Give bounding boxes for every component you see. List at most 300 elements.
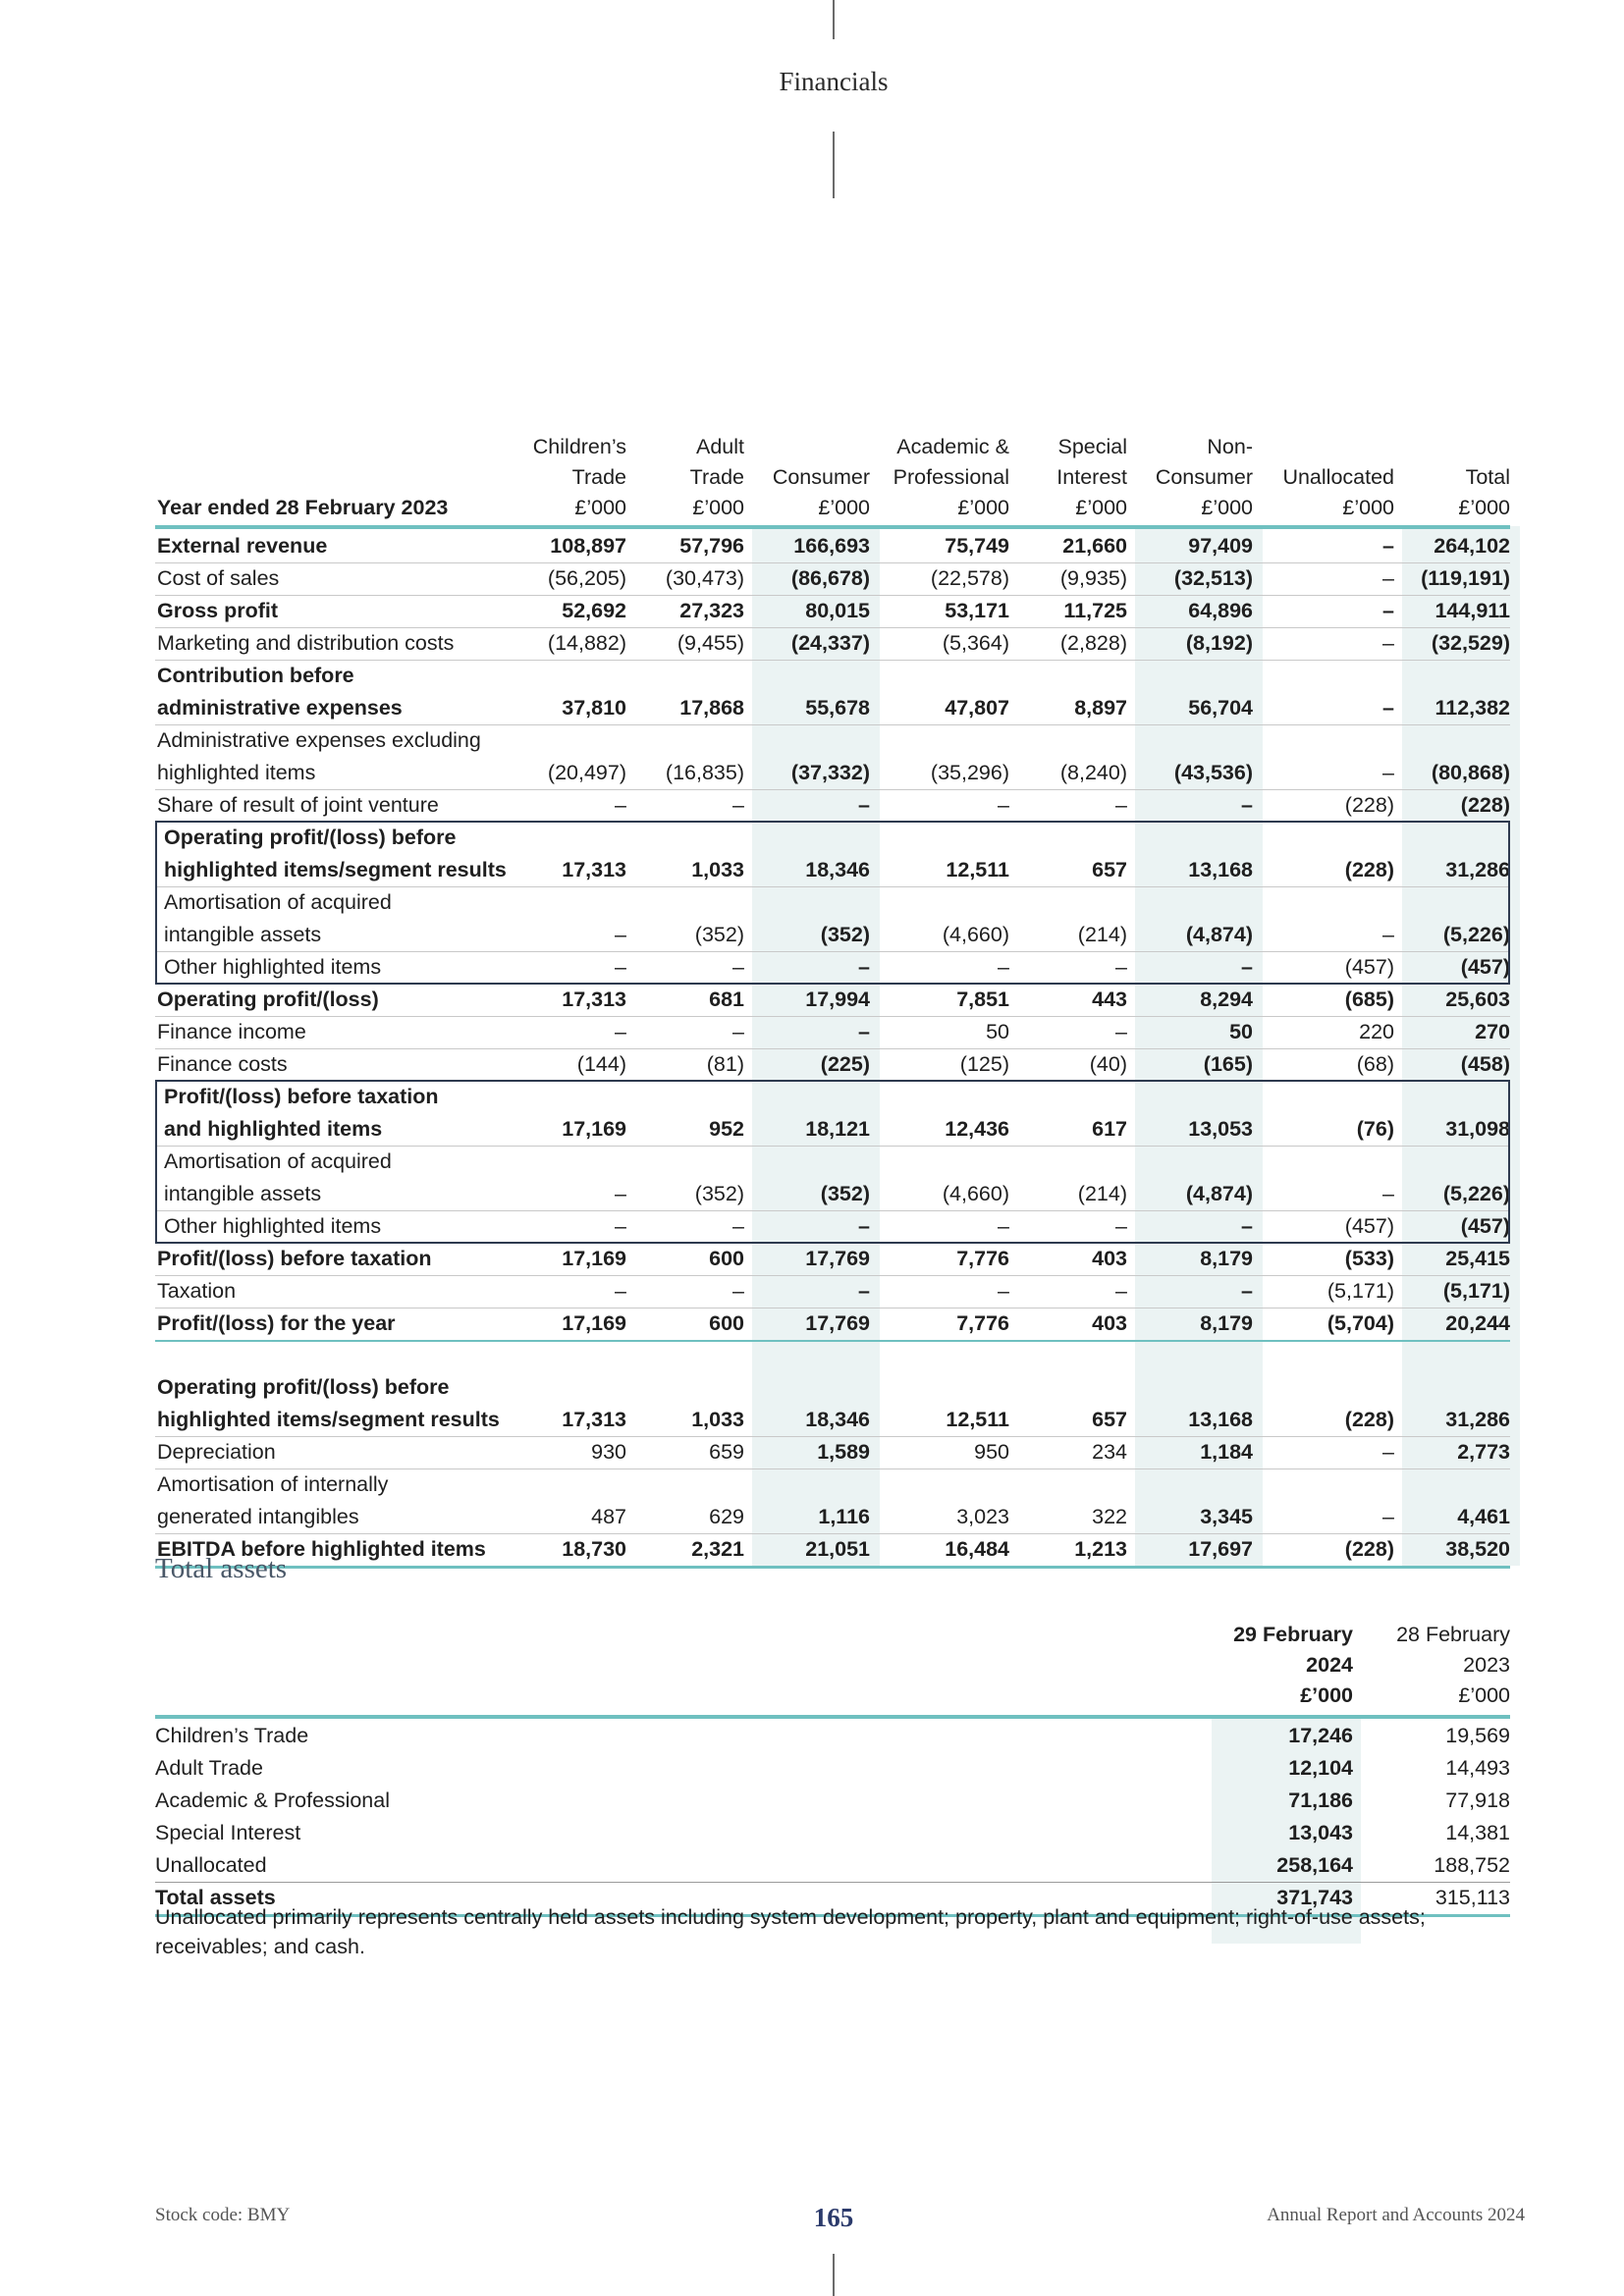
cell-value: 270: [1475, 1020, 1510, 1043]
cell-value: (20,497): [547, 761, 626, 784]
cell-value: –: [1382, 1505, 1394, 1528]
cell-value: (35,296): [930, 761, 1009, 784]
cell-value: 3,345: [1200, 1505, 1253, 1528]
row-label: Profit/(loss) before taxation: [164, 1085, 439, 1108]
cell-value: 1,033: [691, 1408, 744, 1431]
cell-value: –: [1115, 793, 1127, 817]
cell-value: (225): [820, 1052, 870, 1076]
table-row: [155, 627, 1510, 660]
table-row: [155, 530, 1510, 562]
column-header: [533, 432, 626, 523]
cell-value: 13,168: [1188, 1408, 1253, 1431]
cell-value: 3,023: [956, 1505, 1009, 1528]
cell-value: 144,911: [1435, 599, 1510, 622]
table-bottom-rule: [155, 1340, 1510, 1342]
column-header-line: Consumer: [772, 465, 870, 489]
column-header: [893, 432, 1009, 523]
cell-value: –: [1382, 599, 1394, 622]
cell-value: –: [732, 1020, 744, 1043]
cell-value: (32,529): [1431, 631, 1510, 655]
cell-value: –: [998, 1214, 1009, 1238]
current-value: 371,743: [1276, 1886, 1353, 1909]
table-row: [155, 789, 1510, 822]
cell-value: (228): [1344, 1408, 1394, 1431]
cell-value: 17,697: [1188, 1537, 1253, 1561]
cell-value: –: [732, 955, 744, 979]
total-rule: [155, 1882, 1510, 1883]
row-rule: [155, 627, 1510, 628]
cell-value: (119,191): [1421, 566, 1510, 590]
cell-value: –: [615, 1214, 626, 1238]
column-header-line: Unallocated: [1282, 465, 1394, 489]
cell-value: (37,332): [790, 761, 870, 784]
cell-value: 1,033: [691, 858, 744, 881]
column-header-line: Children’s: [532, 435, 626, 458]
cell-value: 2,773: [1457, 1440, 1510, 1464]
cell-value: 27,323: [679, 599, 744, 622]
column-header: [1056, 432, 1127, 523]
cell-value: (9,935): [1059, 566, 1127, 590]
cell-value: 108,897: [550, 534, 626, 558]
current-value: 258,164: [1276, 1853, 1353, 1877]
column-header: [1282, 462, 1394, 523]
cell-value: (458): [1460, 1052, 1510, 1076]
cell-value: (24,337): [790, 631, 870, 655]
cell-value: 2,321: [691, 1537, 744, 1561]
cell-value: (352): [820, 923, 870, 946]
column-header-line: Consumer: [1155, 465, 1253, 489]
cell-value: 17,169: [562, 1311, 626, 1335]
total-assets-title: Total assets: [155, 1553, 288, 1584]
prior-value: 77,918: [1445, 1789, 1510, 1812]
assets-header-line: 28 February: [1396, 1623, 1510, 1646]
cell-value: (5,171): [1442, 1279, 1510, 1303]
cell-value: (81): [706, 1052, 744, 1076]
row-label: highlighted items/segment results: [164, 858, 507, 881]
cell-value: –: [1382, 566, 1394, 590]
cell-value: (30,473): [665, 566, 744, 590]
row-label: Administrative expenses excluding: [157, 728, 481, 752]
cell-value: –: [1382, 1182, 1394, 1205]
assets-header-line: 29 February: [1233, 1623, 1353, 1646]
cell-value: (5,226): [1442, 1182, 1510, 1205]
year-label: Year ended 28 February 2023: [157, 496, 449, 519]
stock-code: Stock code: BMY: [155, 2205, 291, 2225]
cell-value: (22,578): [930, 566, 1009, 590]
column-header-line: £’000: [1458, 496, 1510, 519]
cell-value: 21,051: [805, 1537, 870, 1561]
cell-value: (352): [820, 1182, 870, 1205]
cell-value: 1,116: [818, 1505, 870, 1528]
top-divider-line: [833, 0, 835, 39]
cell-value: (16,835): [665, 761, 744, 784]
column-header-line: Trade: [571, 465, 626, 489]
cell-value: –: [732, 1279, 744, 1303]
row-label: Adult Trade: [155, 1756, 263, 1780]
row-label: Special Interest: [155, 1821, 301, 1844]
cell-value: 31,098: [1445, 1117, 1510, 1141]
cell-value: (214): [1077, 923, 1127, 946]
cell-value: 20,244: [1445, 1311, 1510, 1335]
cell-value: –: [732, 1214, 744, 1238]
cell-value: (9,455): [677, 631, 744, 655]
row-rule: [155, 562, 1510, 563]
cell-value: 17,994: [805, 988, 870, 1011]
cell-value: (352): [694, 923, 744, 946]
column-header-line: Trade: [689, 465, 744, 489]
prior-value: 19,569: [1445, 1724, 1510, 1747]
row-label: Taxation: [157, 1279, 237, 1303]
row-label: Other highlighted items: [164, 1214, 382, 1238]
header-rule: [155, 525, 1510, 529]
cell-value: 1,184: [1200, 1440, 1253, 1464]
cell-value: (5,704): [1326, 1311, 1394, 1335]
cell-value: 322: [1092, 1505, 1127, 1528]
assets-column-header: [1233, 1620, 1353, 1711]
current-value: 17,246: [1288, 1724, 1353, 1747]
cell-value: 7,776: [956, 1311, 1009, 1335]
column-header-line: Academic &: [896, 435, 1009, 458]
cell-value: –: [1382, 696, 1394, 720]
cell-value: (228): [1344, 1537, 1394, 1561]
cell-value: 80,015: [805, 599, 870, 622]
assets-header-line: £’000: [1300, 1683, 1353, 1707]
cell-value: (5,364): [942, 631, 1009, 655]
table-row: [155, 1468, 1510, 1533]
assets-row: [155, 1752, 1510, 1785]
cell-value: 600: [709, 1311, 744, 1335]
cell-value: (352): [694, 1182, 744, 1205]
row-label: Profit/(loss) before taxation: [157, 1247, 432, 1270]
cell-value: 12,436: [945, 1117, 1009, 1141]
cell-value: 52,692: [562, 599, 626, 622]
cell-value: (56,205): [547, 566, 626, 590]
current-value: 71,186: [1288, 1789, 1353, 1812]
cell-value: 25,603: [1445, 988, 1510, 1011]
cell-value: 4,461: [1457, 1505, 1510, 1528]
row-label: highlighted items/segment results: [157, 1408, 500, 1431]
prior-value: 14,381: [1445, 1821, 1510, 1844]
row-label: Depreciation: [157, 1440, 276, 1464]
cell-value: 18,346: [805, 858, 870, 881]
cell-value: 12,511: [946, 1408, 1009, 1431]
row-label: highlighted items: [157, 761, 316, 784]
cell-value: –: [998, 955, 1009, 979]
cell-value: 12,511: [946, 858, 1009, 881]
cell-value: 31,286: [1445, 858, 1510, 881]
row-label: Gross profit: [157, 599, 279, 622]
row-label: Operating profit/(loss) before: [164, 826, 457, 849]
cell-value: 264,102: [1434, 534, 1510, 558]
current-value: 13,043: [1288, 1821, 1353, 1844]
cell-value: –: [732, 793, 744, 817]
cell-value: (457): [1344, 1214, 1394, 1238]
table-row: [155, 562, 1510, 595]
cell-value: (5,171): [1326, 1279, 1394, 1303]
column-header: [773, 462, 870, 523]
cell-value: 21,660: [1062, 534, 1127, 558]
cell-value: –: [615, 955, 626, 979]
row-label: Total assets: [155, 1886, 276, 1909]
row-label: and highlighted items: [164, 1117, 383, 1141]
table-row: [155, 724, 1510, 789]
cell-value: 17,313: [562, 858, 626, 881]
table-row: [155, 1048, 1510, 1081]
cell-value: 950: [974, 1440, 1009, 1464]
row-rule: [155, 789, 1510, 790]
assets-column-header: [1396, 1620, 1510, 1711]
cell-value: –: [1115, 1279, 1127, 1303]
cell-value: 55,678: [805, 696, 870, 720]
page-number: 165: [813, 2203, 854, 2232]
assets-header-line: 2023: [1463, 1653, 1510, 1677]
row-label: Amortisation of internally: [157, 1472, 389, 1496]
row-label: Unallocated: [155, 1853, 267, 1877]
cell-value: 18,121: [805, 1117, 870, 1141]
column-header-line: Non-: [1207, 435, 1253, 458]
table-row: [155, 595, 1510, 627]
cell-value: 443: [1092, 988, 1127, 1011]
cell-value: –: [858, 1020, 870, 1043]
cell-value: –: [1241, 793, 1253, 817]
cell-value: 657: [1092, 1408, 1127, 1431]
table-row: [155, 1243, 1510, 1275]
cell-value: 600: [709, 1247, 744, 1270]
column-header-line: £’000: [957, 496, 1009, 519]
prior-value: 315,113: [1435, 1886, 1510, 1909]
cell-value: (228): [1344, 858, 1394, 881]
column-header-line: Professional: [893, 465, 1009, 489]
column-header: [1458, 462, 1510, 523]
row-rule: [155, 1468, 1510, 1469]
cell-value: –: [1382, 534, 1394, 558]
cell-value: 18,730: [562, 1537, 626, 1561]
cell-value: (457): [1460, 955, 1510, 979]
cell-value: 8,897: [1074, 696, 1127, 720]
cell-value: –: [615, 1020, 626, 1043]
cell-value: (214): [1077, 1182, 1127, 1205]
cell-value: –: [1241, 1214, 1253, 1238]
cell-value: (80,868): [1431, 761, 1510, 784]
unallocated-note: Unallocated primarily represents centrally held assets including system development; property, plant and equipment; right-of-use assets; receivables; and cash.: [155, 1905, 1426, 1958]
cell-value: 234: [1092, 1440, 1127, 1464]
table-row: [155, 1308, 1510, 1340]
cell-value: –: [1382, 761, 1394, 784]
table-row: [155, 1371, 1510, 1436]
column-header-line: £’000: [1201, 496, 1253, 519]
table-row: [155, 660, 1510, 724]
cell-value: 930: [591, 1440, 626, 1464]
column-header-line: Special: [1057, 435, 1127, 458]
cell-value: 1,589: [817, 1440, 870, 1464]
cell-value: (4,874): [1185, 1182, 1253, 1205]
cell-value: 8,294: [1200, 988, 1253, 1011]
cell-value: (43,536): [1173, 761, 1253, 784]
cell-value: 38,520: [1445, 1537, 1510, 1561]
cell-value: –: [858, 955, 870, 979]
cell-value: (40): [1089, 1052, 1127, 1076]
cell-value: (533): [1344, 1247, 1394, 1270]
title-divider-line: [833, 132, 835, 198]
column-header: [690, 432, 744, 523]
assets-header-line: £’000: [1458, 1683, 1510, 1707]
table-row: [155, 1275, 1510, 1308]
highlight-box: [155, 1080, 1510, 1244]
cell-value: 166,693: [793, 534, 870, 558]
row-rule: [155, 1436, 1510, 1437]
column-header-line: £’000: [692, 496, 744, 519]
cell-value: 17,769: [805, 1311, 870, 1335]
cell-value: 403: [1092, 1247, 1127, 1270]
cell-value: (144): [576, 1052, 626, 1076]
cell-value: 17,868: [679, 696, 744, 720]
column-header-line: £’000: [818, 496, 870, 519]
cell-value: (4,660): [942, 923, 1009, 946]
cell-value: 17,313: [562, 988, 626, 1011]
column-header-line: £’000: [1342, 496, 1394, 519]
row-rule: [155, 724, 1510, 725]
row-label: External revenue: [157, 534, 328, 558]
cell-value: (4,874): [1185, 923, 1253, 946]
cell-value: (76): [1356, 1117, 1394, 1141]
cell-value: (86,678): [790, 566, 870, 590]
row-label: Profit/(loss) for the year: [157, 1311, 396, 1335]
cell-value: 7,851: [956, 988, 1009, 1011]
cell-value: –: [1115, 955, 1127, 979]
row-label: intangible assets: [164, 923, 322, 946]
assets-row: [155, 1817, 1510, 1849]
row-label: Finance income: [157, 1020, 306, 1043]
cell-value: 7,776: [956, 1247, 1009, 1270]
cell-value: –: [858, 793, 870, 817]
row-label: intangible assets: [164, 1182, 322, 1205]
cell-value: 8,179: [1200, 1311, 1253, 1335]
cell-value: 8,179: [1200, 1247, 1253, 1270]
report-name: Annual Report and Accounts 2024: [1267, 2205, 1525, 2225]
cell-value: (125): [959, 1052, 1009, 1076]
cell-value: –: [1241, 955, 1253, 979]
assets-header-line: 2024: [1306, 1653, 1353, 1677]
table-row: [155, 984, 1510, 1016]
cell-value: –: [1382, 923, 1394, 946]
cell-value: –: [1382, 631, 1394, 655]
prior-value: 188,752: [1434, 1853, 1510, 1877]
row-label: administrative expenses: [157, 696, 403, 720]
cell-value: (228): [1344, 793, 1394, 817]
row-label: Cost of sales: [157, 566, 280, 590]
cell-value: 17,169: [562, 1117, 626, 1141]
cell-value: 18,346: [805, 1408, 870, 1431]
cell-value: (5,226): [1442, 923, 1510, 946]
cell-value: –: [1382, 1440, 1394, 1464]
assets-row: [155, 1785, 1510, 1817]
cell-value: 659: [709, 1440, 744, 1464]
cell-value: –: [615, 793, 626, 817]
assets-row: [155, 1849, 1510, 1882]
column-header: [1156, 432, 1253, 523]
cell-value: –: [998, 1279, 1009, 1303]
cell-value: 31,286: [1445, 1408, 1510, 1431]
cell-value: 13,168: [1188, 858, 1253, 881]
ebitda-bottom-rule: [155, 1566, 1510, 1569]
cell-value: –: [615, 1279, 626, 1303]
cell-value: (14,882): [547, 631, 626, 655]
cell-value: 25,415: [1445, 1247, 1510, 1270]
cell-value: (8,192): [1185, 631, 1253, 655]
row-label: Finance costs: [157, 1052, 288, 1076]
assets-header-rule: [155, 1715, 1510, 1719]
cell-value: (4,660): [942, 1182, 1009, 1205]
column-header-line: £’000: [574, 496, 626, 519]
cell-value: 16,484: [945, 1537, 1009, 1561]
cell-value: 11,725: [1063, 599, 1127, 622]
cell-value: 17,769: [805, 1247, 870, 1270]
highlight-box: [155, 821, 1510, 985]
row-rule: [155, 1275, 1510, 1276]
cell-value: 47,807: [945, 696, 1009, 720]
cell-value: (457): [1344, 955, 1394, 979]
cell-value: 629: [709, 1505, 744, 1528]
cell-value: (8,240): [1059, 761, 1127, 784]
cell-value: (685): [1344, 988, 1394, 1011]
cell-value: –: [615, 1182, 626, 1205]
cell-value: 403: [1092, 1311, 1127, 1335]
cell-value: –: [998, 793, 1009, 817]
cell-value: 112,382: [1435, 696, 1510, 720]
bottom-divider-line: [833, 2254, 835, 2296]
cell-value: 13,053: [1188, 1117, 1253, 1141]
cell-value: (165): [1203, 1052, 1253, 1076]
column-header-line: Adult: [695, 435, 744, 458]
prior-value: 14,493: [1445, 1756, 1510, 1780]
row-label: Other highlighted items: [164, 955, 382, 979]
cell-value: 97,409: [1188, 534, 1253, 558]
row-label: Children’s Trade: [155, 1724, 309, 1747]
cell-value: –: [1115, 1020, 1127, 1043]
cell-value: 64,896: [1188, 599, 1253, 622]
cell-value: 657: [1092, 858, 1127, 881]
row-label: Share of result of joint venture: [157, 793, 439, 817]
column-header-line: £’000: [1075, 496, 1127, 519]
cell-value: (2,828): [1059, 631, 1127, 655]
assets-row: [155, 1720, 1510, 1752]
cell-value: 1,213: [1074, 1537, 1127, 1561]
cell-value: –: [1241, 1279, 1253, 1303]
table-row: [155, 1016, 1510, 1048]
cell-value: (32,513): [1173, 566, 1253, 590]
cell-value: 17,313: [562, 1408, 626, 1431]
row-label: Marketing and distribution costs: [157, 631, 455, 655]
row-label: generated intangibles: [157, 1505, 359, 1528]
cell-value: (228): [1460, 793, 1510, 817]
cell-value: 56,704: [1188, 696, 1253, 720]
cell-value: 487: [591, 1505, 626, 1528]
row-label: Contribution before: [157, 664, 354, 687]
cell-value: (68): [1356, 1052, 1394, 1076]
cell-value: 952: [709, 1117, 744, 1141]
row-rule: [155, 1048, 1510, 1049]
cell-value: 50: [1229, 1020, 1253, 1043]
row-rule: [155, 1016, 1510, 1017]
cell-value: –: [858, 1214, 870, 1238]
row-label: Amortisation of acquired: [164, 890, 392, 914]
row-label: EBITDA before highlighted items: [157, 1537, 486, 1561]
cell-value: 17,169: [562, 1247, 626, 1270]
row-label: Amortisation of acquired: [164, 1149, 392, 1173]
table-row: [155, 1436, 1510, 1468]
current-value: 12,104: [1288, 1756, 1353, 1780]
cell-value: 57,796: [679, 534, 744, 558]
